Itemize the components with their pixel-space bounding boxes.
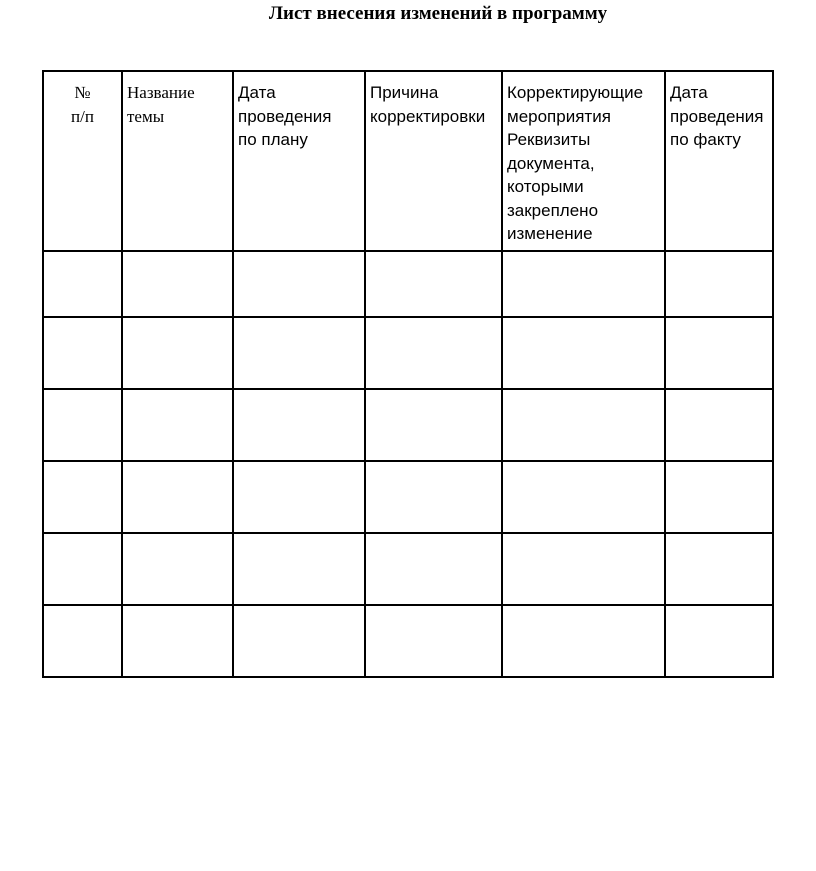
table-header-row <box>43 71 773 251</box>
header-reason <box>365 71 502 251</box>
header-number <box>43 71 122 251</box>
header-text: корректировки <box>370 106 486 126</box>
table-body <box>43 251 773 677</box>
header-text: по факту <box>670 130 741 149</box>
table-cell <box>502 389 665 461</box>
changes-table <box>42 70 774 678</box>
table-cell <box>122 389 233 461</box>
header-text: Дата <box>238 83 276 102</box>
table-cell <box>665 533 773 605</box>
table-cell <box>365 605 502 677</box>
header-topic <box>122 71 233 251</box>
table-cell <box>233 317 365 389</box>
header-text: изменение <box>507 224 593 243</box>
table-cell <box>365 389 502 461</box>
table-cell <box>233 389 365 461</box>
header-text: проведения <box>670 106 764 126</box>
table-cell <box>365 317 502 389</box>
table-cell <box>122 533 233 605</box>
header-text: по плану <box>238 130 308 149</box>
table-cell <box>665 389 773 461</box>
table-row <box>43 533 773 605</box>
document-title: Лист внесения изменений в программу <box>268 3 608 24</box>
table-cell <box>233 251 365 317</box>
table-cell <box>122 605 233 677</box>
table-cell <box>43 533 122 605</box>
header-text: закреплено <box>507 200 599 220</box>
header-text: Дата <box>670 83 708 102</box>
table-cell <box>233 533 365 605</box>
header-text: Корректирующие <box>507 83 644 102</box>
table-cell <box>43 461 122 533</box>
table-row <box>43 605 773 677</box>
table-cell <box>43 317 122 389</box>
header-actual-date <box>665 71 773 251</box>
table-cell <box>502 605 665 677</box>
table-cell <box>122 317 233 389</box>
table-cell <box>665 317 773 389</box>
header-text: Название <box>127 83 195 102</box>
table-row <box>43 389 773 461</box>
table-cell <box>502 461 665 533</box>
table-cell <box>365 533 502 605</box>
table-row <box>43 251 773 317</box>
header-planned-date <box>233 71 365 251</box>
table-cell <box>43 605 122 677</box>
table-cell <box>365 461 502 533</box>
header-text: Реквизиты <box>507 130 591 149</box>
table-row <box>43 317 773 389</box>
table-cell <box>122 461 233 533</box>
table-cell <box>665 461 773 533</box>
header-corrective-measures <box>502 71 665 251</box>
table-cell <box>665 605 773 677</box>
header-text: п/п <box>71 106 94 126</box>
header-text: мероприятия <box>507 106 611 126</box>
table-cell <box>233 605 365 677</box>
table-cell <box>502 533 665 605</box>
table-cell <box>43 251 122 317</box>
header-text: документа, <box>507 153 595 173</box>
header-text: проведения <box>238 106 332 126</box>
table-cell <box>43 389 122 461</box>
table-cell <box>365 251 502 317</box>
header-text: № <box>74 83 91 102</box>
table-cell <box>502 251 665 317</box>
table-cell <box>122 251 233 317</box>
table-cell <box>502 317 665 389</box>
table-row <box>43 461 773 533</box>
header-text: темы <box>127 106 165 126</box>
header-text: которыми <box>507 177 584 196</box>
header-text: Причина <box>370 83 439 102</box>
table-cell <box>233 461 365 533</box>
title-area <box>0 0 816 30</box>
table-cell <box>665 251 773 317</box>
